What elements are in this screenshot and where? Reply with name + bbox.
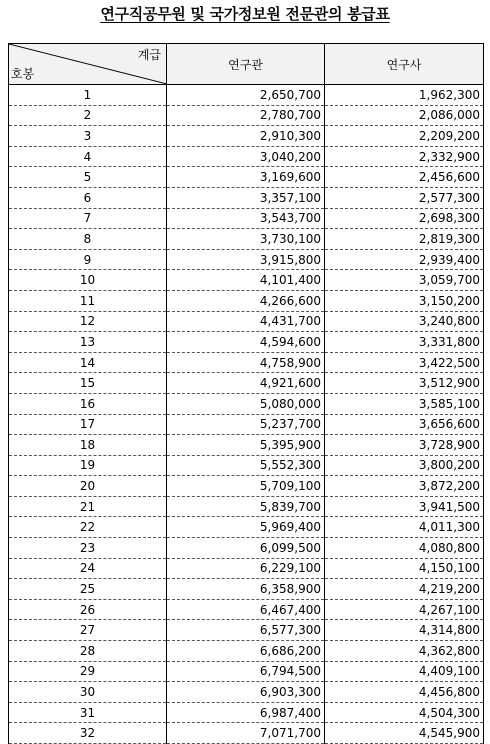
step-cell: 32 [9, 723, 167, 744]
step-cell: 28 [9, 641, 167, 662]
table-row [9, 126, 484, 147]
senior-researcher-salary-cell: 4,101,400 [167, 270, 325, 291]
header-diagonal-cell [9, 44, 167, 85]
step-cell: 16 [9, 393, 167, 414]
senior-researcher-salary-cell: 6,987,400 [167, 702, 325, 723]
researcher-salary-cell: 2,456,600 [325, 167, 484, 188]
table-row [9, 538, 484, 559]
table-row [9, 187, 484, 208]
page-title: 연구직공무원 및 국가정보원 전문관의 봉급표 [100, 5, 390, 23]
senior-researcher-salary-cell: 4,431,700 [167, 311, 325, 332]
table-row [9, 167, 484, 188]
step-cell: 15 [9, 373, 167, 394]
step-cell: 26 [9, 599, 167, 620]
step-cell: 2 [9, 105, 167, 126]
table-row [9, 517, 484, 538]
senior-researcher-salary-cell: 3,543,700 [167, 208, 325, 229]
table-row [9, 332, 484, 353]
table-body [9, 85, 484, 744]
researcher-salary-cell: 1,962,300 [325, 85, 484, 106]
senior-researcher-salary-cell: 5,969,400 [167, 517, 325, 538]
senior-researcher-salary-cell: 5,080,000 [167, 393, 325, 414]
senior-researcher-salary-cell: 5,552,300 [167, 455, 325, 476]
senior-researcher-salary-cell: 2,910,300 [167, 126, 325, 147]
researcher-salary-cell: 3,585,100 [325, 393, 484, 414]
senior-researcher-salary-cell: 5,709,100 [167, 476, 325, 497]
step-cell: 11 [9, 290, 167, 311]
table-row [9, 290, 484, 311]
step-cell: 30 [9, 682, 167, 703]
senior-researcher-salary-cell: 4,921,600 [167, 373, 325, 394]
step-cell: 12 [9, 311, 167, 332]
senior-researcher-salary-cell: 6,467,400 [167, 599, 325, 620]
researcher-salary-cell: 3,240,800 [325, 311, 484, 332]
table-row [9, 229, 484, 250]
table-row [9, 579, 484, 600]
step-cell: 7 [9, 208, 167, 229]
header-step-label: 호봉 [11, 67, 35, 81]
step-cell: 1 [9, 85, 167, 106]
table-row [9, 599, 484, 620]
senior-researcher-salary-cell: 6,577,300 [167, 620, 325, 641]
senior-researcher-salary-cell: 3,915,800 [167, 249, 325, 270]
salary-table [8, 43, 484, 744]
step-cell: 5 [9, 167, 167, 188]
senior-researcher-salary-cell: 6,903,300 [167, 682, 325, 703]
researcher-salary-cell: 2,698,300 [325, 208, 484, 229]
senior-researcher-salary-cell: 7,071,700 [167, 723, 325, 744]
table-row [9, 373, 484, 394]
senior-researcher-salary-cell: 3,357,100 [167, 187, 325, 208]
table-row [9, 496, 484, 517]
table-row [9, 661, 484, 682]
table-row [9, 105, 484, 126]
senior-researcher-salary-cell: 6,794,500 [167, 661, 325, 682]
step-cell: 29 [9, 661, 167, 682]
researcher-salary-cell: 2,209,200 [325, 126, 484, 147]
senior-researcher-salary-cell: 3,040,200 [167, 146, 325, 167]
step-cell: 3 [9, 126, 167, 147]
researcher-salary-cell: 3,656,600 [325, 414, 484, 435]
researcher-salary-cell: 3,800,200 [325, 455, 484, 476]
senior-researcher-salary-cell: 4,594,600 [167, 332, 325, 353]
researcher-salary-cell: 3,059,700 [325, 270, 484, 291]
step-cell: 17 [9, 414, 167, 435]
senior-researcher-salary-cell: 6,099,500 [167, 538, 325, 559]
researcher-salary-cell: 3,331,800 [325, 332, 484, 353]
senior-researcher-salary-cell: 3,730,100 [167, 229, 325, 250]
table-row [9, 682, 484, 703]
researcher-salary-cell: 4,011,300 [325, 517, 484, 538]
senior-researcher-salary-cell: 2,780,700 [167, 105, 325, 126]
table-row [9, 393, 484, 414]
researcher-salary-cell: 4,219,200 [325, 579, 484, 600]
step-cell: 31 [9, 702, 167, 723]
researcher-salary-cell: 3,512,900 [325, 373, 484, 394]
table-row [9, 311, 484, 332]
step-cell: 8 [9, 229, 167, 250]
researcher-salary-cell: 2,332,900 [325, 146, 484, 167]
table-row [9, 146, 484, 167]
researcher-salary-cell: 4,504,300 [325, 702, 484, 723]
table-row [9, 476, 484, 497]
table-row [9, 352, 484, 373]
table-row [9, 620, 484, 641]
researcher-salary-cell: 3,422,500 [325, 352, 484, 373]
table-row [9, 270, 484, 291]
step-cell: 22 [9, 517, 167, 538]
header-rank-label: 계급 [137, 48, 161, 62]
table-row [9, 641, 484, 662]
step-cell: 9 [9, 249, 167, 270]
step-cell: 23 [9, 538, 167, 559]
researcher-salary-cell: 4,267,100 [325, 599, 484, 620]
step-cell: 24 [9, 558, 167, 579]
researcher-salary-cell: 4,456,800 [325, 682, 484, 703]
header-col-researcher: 연구사 [325, 44, 484, 85]
table-row [9, 249, 484, 270]
table-row [9, 702, 484, 723]
researcher-salary-cell: 4,150,100 [325, 558, 484, 579]
step-cell: 14 [9, 352, 167, 373]
senior-researcher-salary-cell: 5,839,700 [167, 496, 325, 517]
researcher-salary-cell: 4,362,800 [325, 641, 484, 662]
senior-researcher-salary-cell: 3,169,600 [167, 167, 325, 188]
researcher-salary-cell: 4,409,100 [325, 661, 484, 682]
table-header-row [9, 44, 484, 85]
senior-researcher-salary-cell: 4,266,600 [167, 290, 325, 311]
table-row [9, 435, 484, 456]
step-cell: 10 [9, 270, 167, 291]
researcher-salary-cell: 3,941,500 [325, 496, 484, 517]
header-col-senior-researcher: 연구관 [167, 44, 325, 85]
researcher-salary-cell: 4,314,800 [325, 620, 484, 641]
researcher-salary-cell: 4,080,800 [325, 538, 484, 559]
researcher-salary-cell: 2,577,300 [325, 187, 484, 208]
senior-researcher-salary-cell: 5,237,700 [167, 414, 325, 435]
researcher-salary-cell: 2,819,300 [325, 229, 484, 250]
senior-researcher-salary-cell: 6,358,900 [167, 579, 325, 600]
senior-researcher-salary-cell: 2,650,700 [167, 85, 325, 106]
researcher-salary-cell: 2,086,000 [325, 105, 484, 126]
researcher-salary-cell: 3,150,200 [325, 290, 484, 311]
step-cell: 6 [9, 187, 167, 208]
step-cell: 4 [9, 146, 167, 167]
senior-researcher-salary-cell: 5,395,900 [167, 435, 325, 456]
table-row [9, 208, 484, 229]
researcher-salary-cell: 2,939,400 [325, 249, 484, 270]
step-cell: 18 [9, 435, 167, 456]
senior-researcher-salary-cell: 6,686,200 [167, 641, 325, 662]
senior-researcher-salary-cell: 4,758,900 [167, 352, 325, 373]
step-cell: 19 [9, 455, 167, 476]
senior-researcher-salary-cell: 6,229,100 [167, 558, 325, 579]
table-row [9, 558, 484, 579]
step-cell: 25 [9, 579, 167, 600]
researcher-salary-cell: 4,545,900 [325, 723, 484, 744]
step-cell: 13 [9, 332, 167, 353]
researcher-salary-cell: 3,872,200 [325, 476, 484, 497]
table-row [9, 723, 484, 744]
researcher-salary-cell: 3,728,900 [325, 435, 484, 456]
step-cell: 20 [9, 476, 167, 497]
table-row [9, 85, 484, 106]
table-row [9, 414, 484, 435]
step-cell: 21 [9, 496, 167, 517]
table-row [9, 455, 484, 476]
step-cell: 27 [9, 620, 167, 641]
